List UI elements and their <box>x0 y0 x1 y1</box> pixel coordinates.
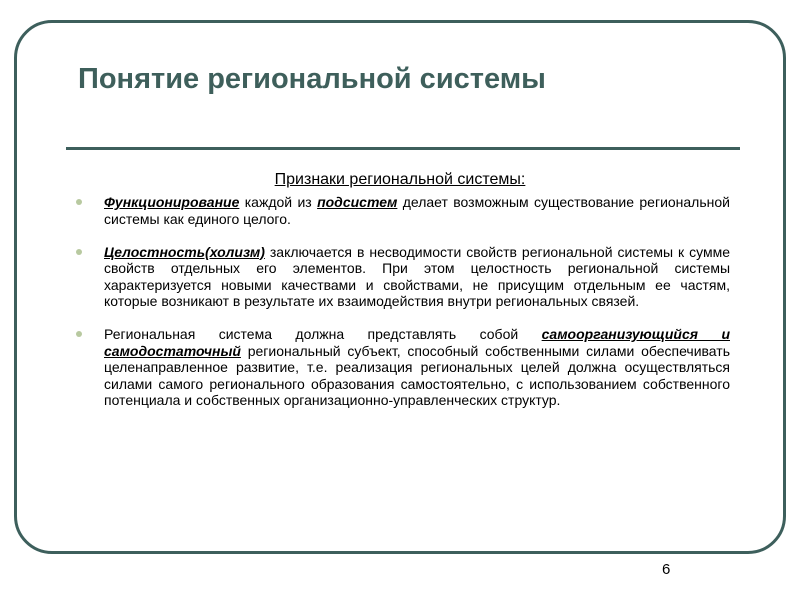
item-text: каждой из <box>239 194 318 210</box>
term-self-organizing: самоорганизующийся и самодостаточный <box>104 326 730 359</box>
bullet-icon <box>76 249 82 255</box>
term-integrity: Целостность(холизм) <box>104 243 265 260</box>
subtitle-text: Признаки региональной системы: <box>274 171 526 188</box>
list-item <box>76 194 730 227</box>
slide-subtitle <box>0 170 800 189</box>
bullet-icon <box>76 331 82 337</box>
term-subsystems: подсистем <box>317 194 398 210</box>
item-text: Региональная система должна представлять собой <box>104 326 542 342</box>
list-item <box>76 244 730 310</box>
item-text: делает возможным существование региональной системы как единого целого. <box>104 194 730 227</box>
slide-title: Понятие региональной системы <box>78 63 546 95</box>
list-item <box>76 326 730 409</box>
item-text: заключается в несводимости свойств региональной системы к сумме свойств отдельных его элементов. При этом целостность региональной системы характеризуется новыми качествами и свойствами, не присущим отдельным ее частям, которые возникают в результате их взаимодействия внутри региональных связей. <box>104 243 730 309</box>
bullet-list <box>76 194 730 409</box>
page-number: 6 <box>662 561 671 578</box>
item-text: региональный субъект, способный собственными силами обеспечивать целенаправленное развитие, т.е. реализация региональных целей должна осуществляться силами самого регионального образования самостоятельно, с использованием собственного потенциала и собственных организационно-управленческих структур. <box>104 342 730 408</box>
term-functioning: Функционирование <box>104 194 240 210</box>
title-divider <box>66 147 740 150</box>
bullet-icon <box>76 199 82 205</box>
